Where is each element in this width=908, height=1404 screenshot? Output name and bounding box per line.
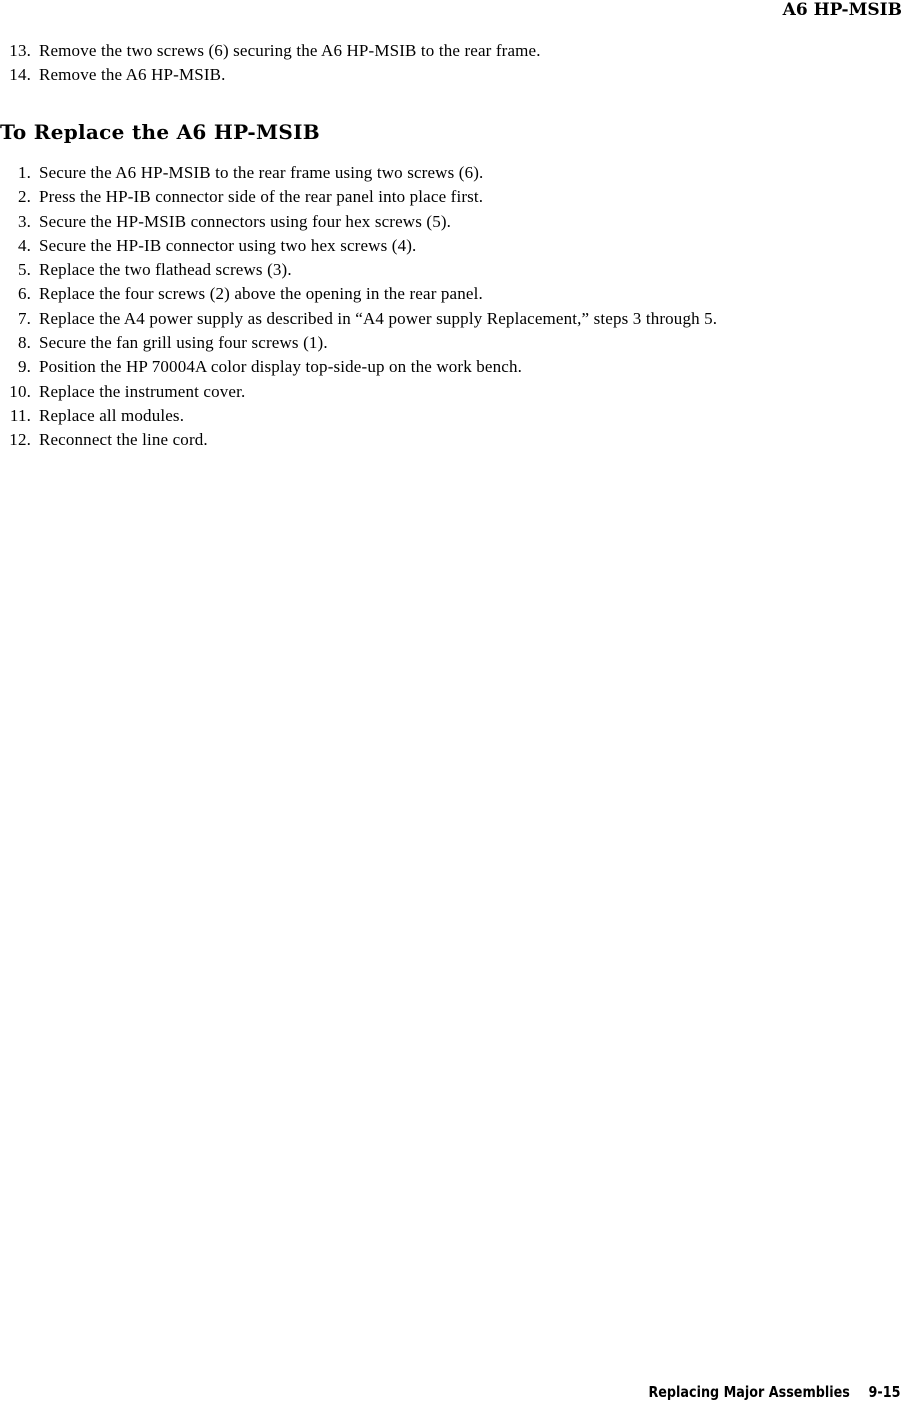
step-number: 11.: [9, 405, 31, 425]
list-item: [0, 404, 900, 428]
list-item: [0, 331, 900, 355]
running-head-title: A6 HP-MSIB: [782, 0, 902, 20]
list-item: [0, 185, 900, 209]
step-text: Secure the fan grill using four screws (1).: [39, 333, 328, 353]
step-number: 2.: [17, 187, 31, 207]
step-text: Position the HP 70004A color display top-side-up on the work bench.: [39, 357, 523, 377]
step-text: Replace the instrument cover.: [39, 381, 246, 401]
step-text: Press the HP-IB connector side of the rear panel into place first.: [39, 187, 484, 207]
list-item: [0, 39, 900, 63]
step-number: 3.: [17, 211, 31, 231]
page-number: 9-15: [868, 1383, 900, 1401]
step-number: 12.: [9, 430, 31, 450]
step-number: 6.: [17, 284, 31, 304]
footer-chapter-title: Replacing Major Assemblies: [648, 1383, 850, 1401]
step-text: Replace the A4 power supply as described in “A4 power supply Replacement,” steps 3 through 5.: [39, 308, 718, 328]
page-footer: [648, 1382, 900, 1402]
step-number: 13.: [9, 41, 31, 60]
step-text: Remove the A6 HP-MSIB.: [39, 65, 226, 85]
step-number: 5.: [17, 260, 31, 280]
step-number: 8.: [17, 333, 31, 353]
step-number: 14.: [9, 65, 31, 85]
list-item: [0, 63, 900, 87]
step-text: Replace the two flathead screws (3).: [39, 260, 292, 280]
step-number: 10.: [9, 381, 31, 401]
step-text: Reconnect the line cord.: [39, 430, 208, 450]
list-item: [0, 380, 900, 404]
list-item: [0, 355, 900, 379]
step-number: 9.: [17, 357, 31, 377]
step-text: Secure the HP-MSIB connectors using four hex screws (5).: [39, 211, 452, 231]
replace-steps-list: [0, 161, 900, 453]
step-text: Replace all modules.: [39, 405, 185, 425]
step-number: 7.: [17, 308, 31, 328]
list-item: [0, 282, 900, 306]
list-item: [0, 234, 900, 258]
list-item: [0, 428, 900, 452]
step-text: Secure the A6 HP-MSIB to the rear frame using two screws (6).: [39, 163, 484, 182]
list-item: [0, 210, 900, 234]
step-number: 4.: [17, 235, 31, 255]
step-text: Replace the four screws (2) above the opening in the rear panel.: [39, 284, 483, 304]
section-heading: To Replace the A6 HP-MSIB: [0, 120, 320, 144]
step-text: Secure the HP-IB connector using two hex screws (4).: [39, 235, 417, 255]
list-item: [0, 161, 900, 185]
list-item: [0, 307, 900, 331]
step-number: 1.: [17, 163, 31, 182]
removal-steps-list: [0, 39, 900, 88]
step-text: Remove the two screws (6) securing the A6 HP-MSIB to the rear frame.: [39, 41, 541, 60]
list-item: [0, 258, 900, 282]
